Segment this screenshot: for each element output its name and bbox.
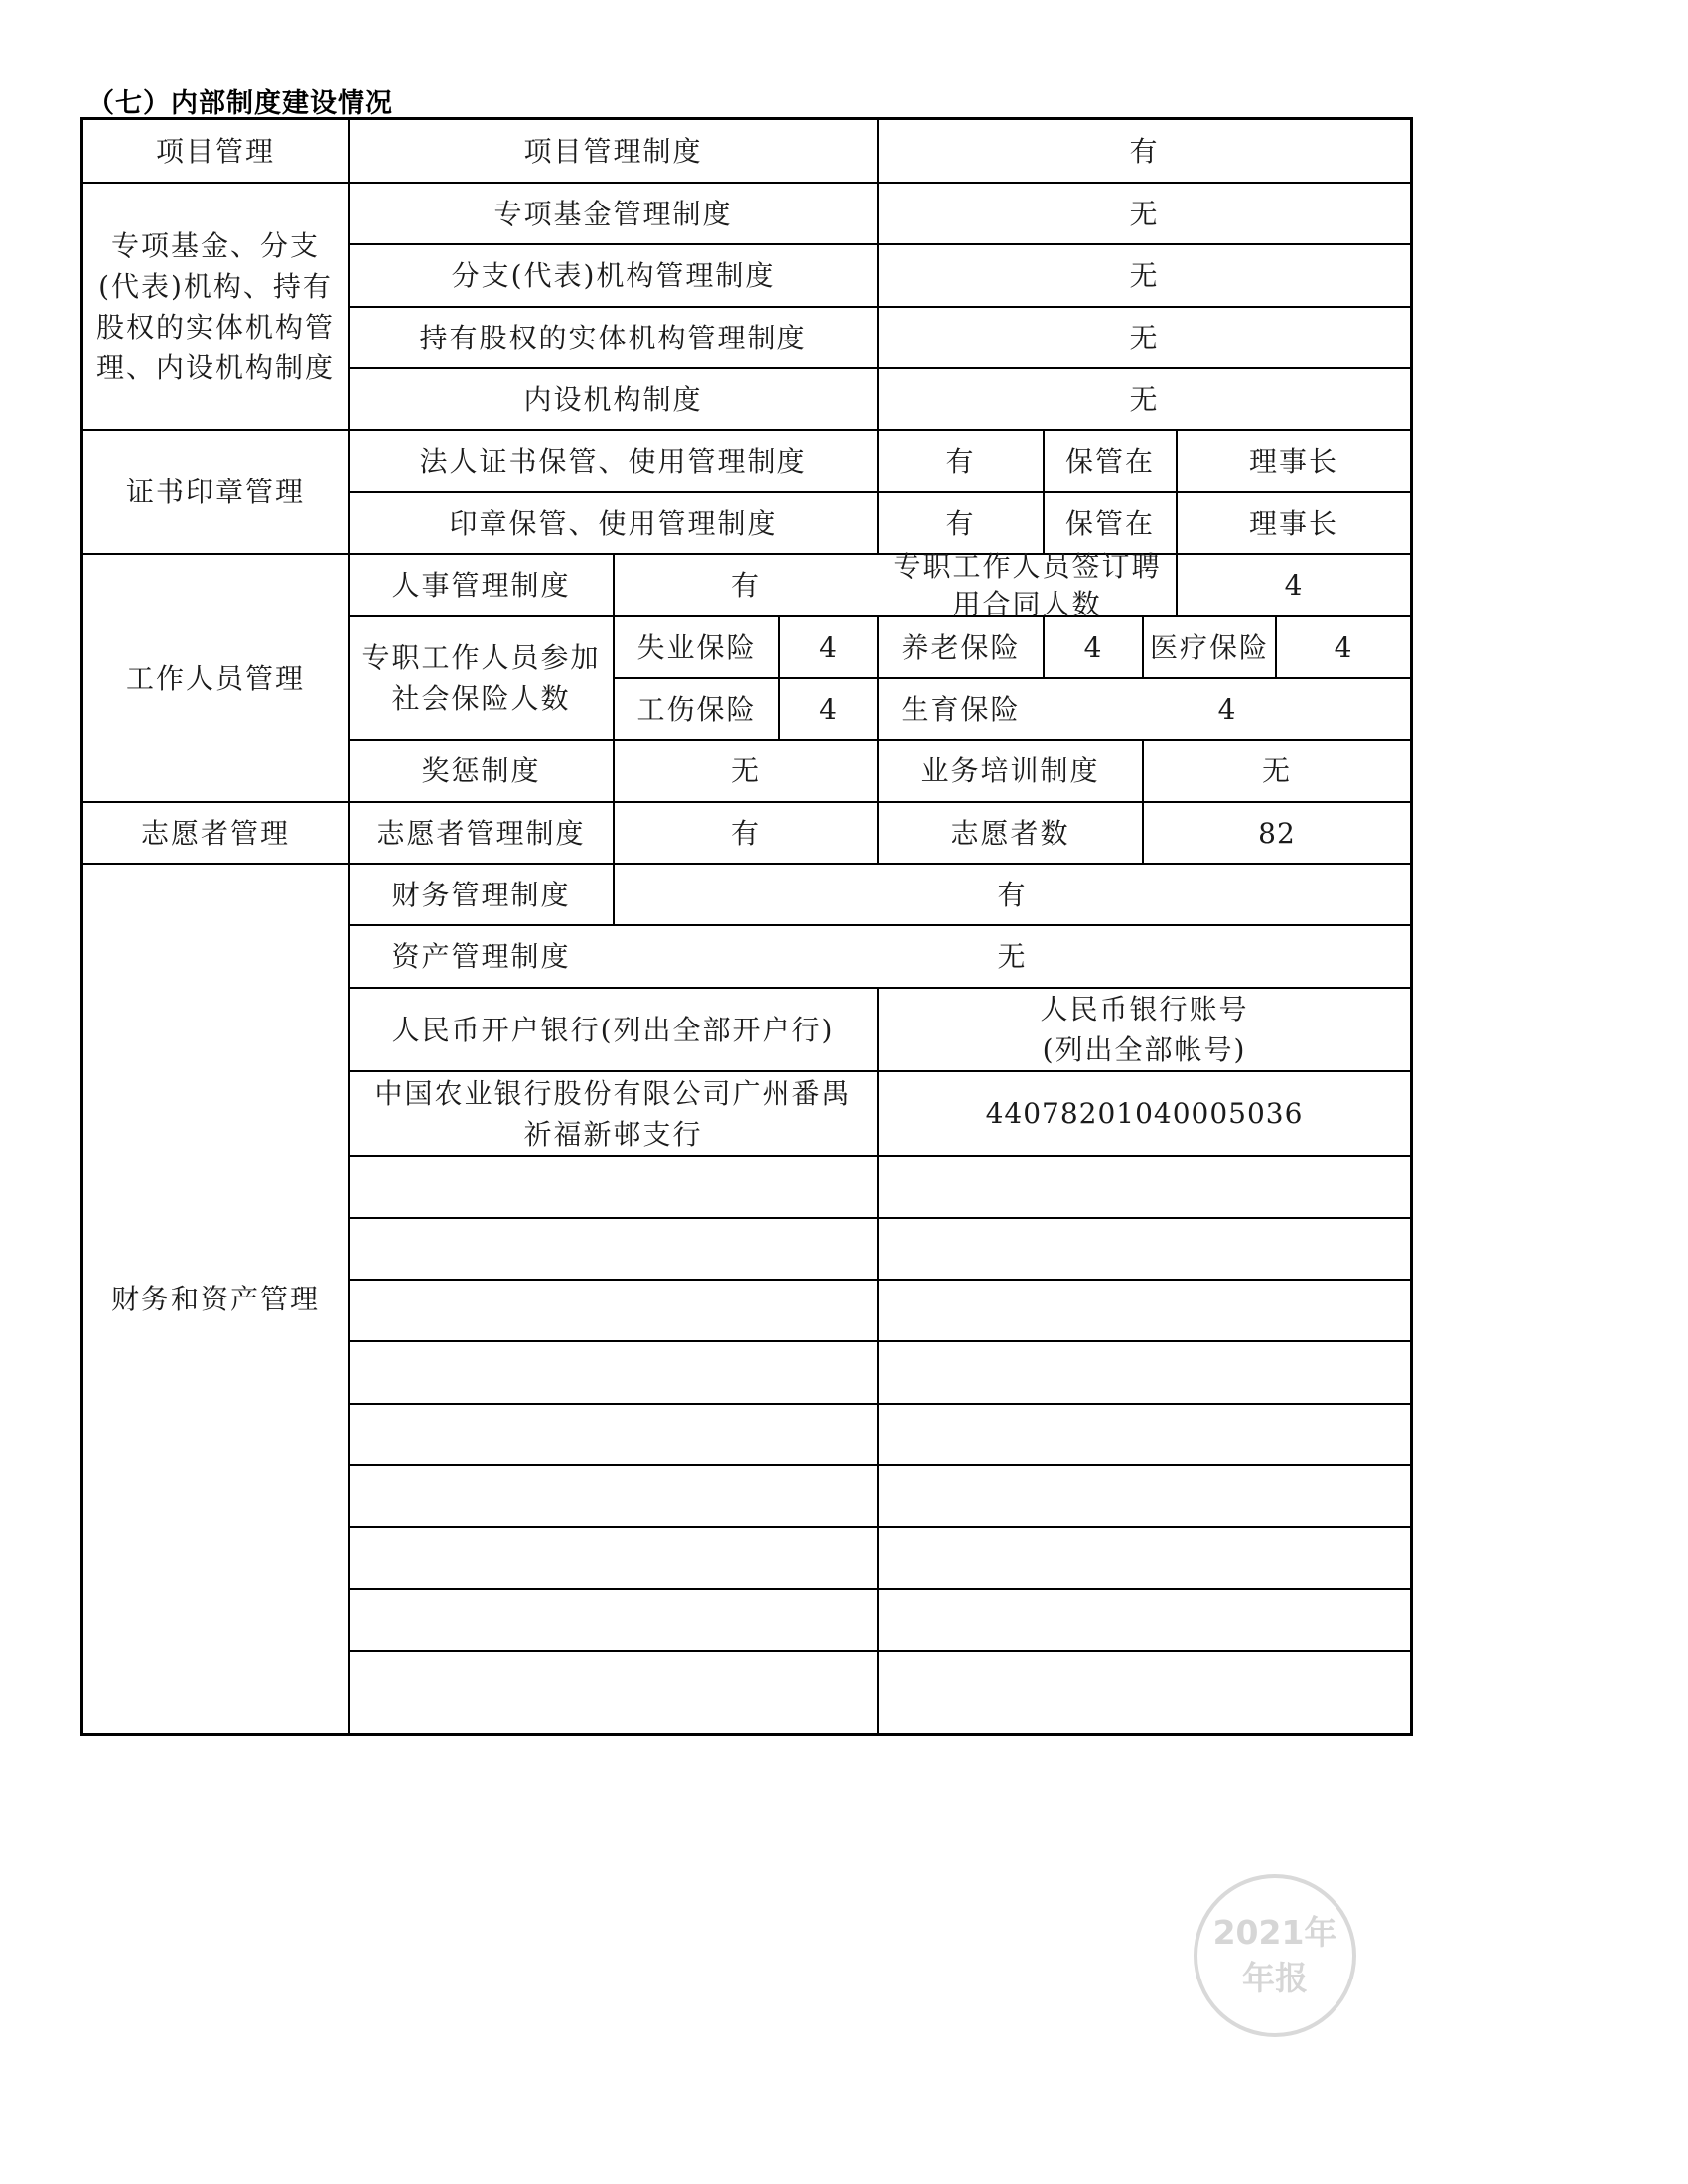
account-header-line: (列出全部帐号) bbox=[1042, 1033, 1247, 1066]
bank-account-number: 44078201040005036 bbox=[985, 1097, 1304, 1130]
finance-system-label: 财务管理制度 bbox=[391, 878, 571, 911]
seal-item: 印章保管、使用管理制度 bbox=[449, 506, 777, 540]
section-title: （七）内部制度建设情况 bbox=[87, 88, 393, 119]
asset-system-value: 无 bbox=[997, 940, 1028, 973]
contract-label-line: 专职工作人员签订聘 bbox=[893, 549, 1162, 583]
branch-office-value: 无 bbox=[1129, 259, 1160, 292]
bank-name bbox=[350, 1072, 877, 1155]
finance-system-value: 有 bbox=[997, 878, 1028, 911]
annual-report-stamp bbox=[1194, 1874, 1356, 2037]
bank-header: 人民币开户银行(列出全部开户行) bbox=[391, 1013, 835, 1046]
project-management-value: 有 bbox=[1129, 134, 1160, 168]
insurance-label-line: 社会保险人数 bbox=[391, 682, 571, 715]
training-value: 无 bbox=[1261, 754, 1292, 787]
contract-label-line: 用合同人数 bbox=[952, 587, 1102, 620]
bank-name-line: 中国农业银行股份有限公司广州番禺 bbox=[374, 1076, 852, 1110]
internal-department-item: 内设机构制度 bbox=[523, 382, 703, 416]
certificate-category: 证书印章管理 bbox=[125, 476, 305, 508]
project-management-category: 项目管理 bbox=[155, 134, 275, 168]
volunteer-count-label: 志愿者数 bbox=[950, 816, 1070, 850]
finance-category: 财务和资产管理 bbox=[110, 1283, 320, 1315]
hr-system-value: 有 bbox=[730, 569, 761, 602]
contract-value: 4 bbox=[1284, 569, 1304, 602]
special-fund-item: 专项基金管理制度 bbox=[493, 197, 733, 230]
volunteer-count-value: 82 bbox=[1258, 816, 1296, 850]
reward-label: 奖惩制度 bbox=[421, 754, 541, 787]
training-label: 业务培训制度 bbox=[920, 754, 1100, 787]
seal-keeper: 理事长 bbox=[1248, 506, 1338, 540]
pension-label: 养老保险 bbox=[901, 630, 1021, 664]
certificate-value: 有 bbox=[945, 445, 976, 478]
volunteer-system-label: 志愿者管理制度 bbox=[376, 816, 586, 850]
branch-category-line: (代表)机构、持有 bbox=[98, 269, 333, 303]
branch-category bbox=[83, 184, 348, 429]
medical-value: 4 bbox=[1334, 630, 1353, 664]
internal-system-table bbox=[80, 117, 1413, 1736]
injury-label: 工伤保险 bbox=[636, 692, 757, 726]
insurance-label bbox=[350, 617, 613, 739]
equity-entity-value: 无 bbox=[1129, 321, 1160, 354]
asset-system-label: 资产管理制度 bbox=[391, 940, 571, 973]
reward-value: 无 bbox=[730, 754, 761, 787]
contract-label bbox=[879, 549, 1176, 620]
unemployment-value: 4 bbox=[819, 630, 838, 664]
branch-category-line: 专项基金、分支 bbox=[110, 228, 320, 262]
maternity-value: 4 bbox=[1217, 692, 1237, 726]
volunteer-system-value: 有 bbox=[730, 816, 761, 850]
hr-system-label: 人事管理制度 bbox=[391, 569, 571, 602]
special-fund-value: 无 bbox=[1129, 197, 1160, 230]
pension-value: 4 bbox=[1083, 630, 1103, 664]
certificate-keeper-label: 保管在 bbox=[1064, 445, 1155, 478]
certificate-keeper: 理事长 bbox=[1248, 445, 1338, 478]
branch-category-line: 理、内设机构制度 bbox=[95, 350, 335, 384]
injury-value: 4 bbox=[819, 692, 838, 726]
unemployment-label: 失业保险 bbox=[636, 630, 757, 664]
certificate-item: 法人证书保管、使用管理制度 bbox=[419, 445, 807, 478]
medical-label: 医疗保险 bbox=[1149, 630, 1269, 664]
insurance-label-line: 专职工作人员参加 bbox=[361, 641, 601, 674]
maternity-label: 生育保险 bbox=[901, 692, 1021, 726]
branch-category-line: 股权的实体机构管 bbox=[95, 310, 335, 343]
seal-keeper-label: 保管在 bbox=[1064, 506, 1155, 540]
staff-category: 工作人员管理 bbox=[125, 661, 305, 695]
stamp-year: 2021年 bbox=[1212, 1913, 1337, 1952]
internal-department-value: 无 bbox=[1129, 382, 1160, 416]
stamp-label: 年报 bbox=[1242, 1959, 1308, 1997]
seal-value: 有 bbox=[945, 506, 976, 540]
volunteer-category: 志愿者管理 bbox=[140, 816, 290, 850]
branch-office-item: 分支(代表)机构管理制度 bbox=[451, 259, 775, 292]
bank-name-line: 祈福新邨支行 bbox=[523, 1117, 703, 1151]
project-management-item: 项目管理制度 bbox=[523, 134, 703, 168]
account-header-line: 人民币银行账号 bbox=[1040, 993, 1249, 1025]
account-header bbox=[879, 989, 1410, 1070]
equity-entity-item: 持有股权的实体机构管理制度 bbox=[419, 321, 807, 354]
